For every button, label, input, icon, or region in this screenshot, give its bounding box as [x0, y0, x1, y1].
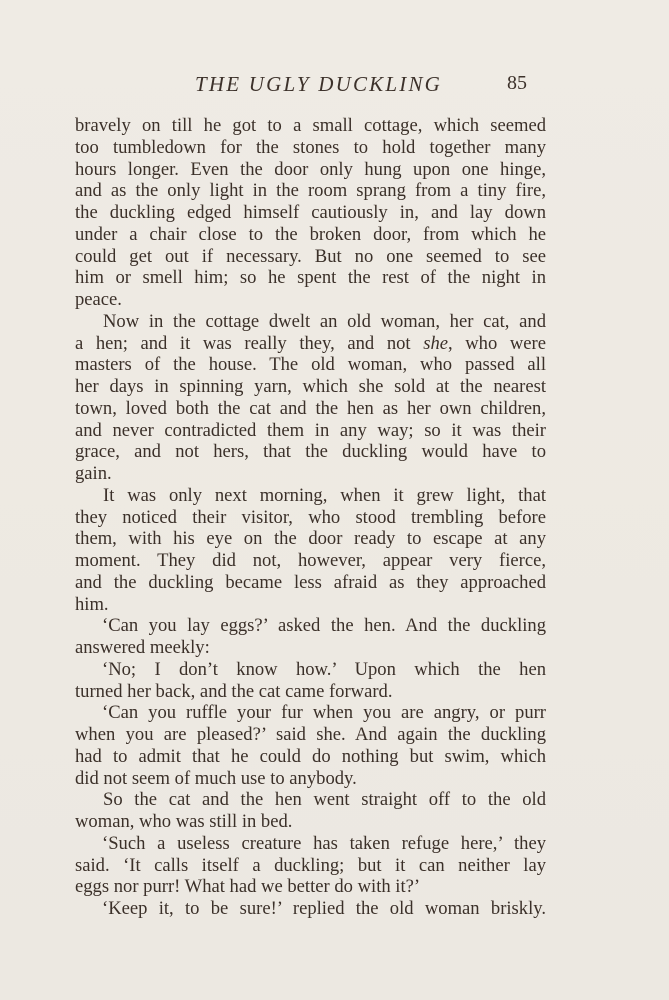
text-line: hours longer. Even the door only hung upon one hinge,: [75, 158, 546, 180]
text-line: Now in the cottage dwelt an old woman, her cat, and: [103, 310, 546, 332]
text-line: ‘Such a useless creature has taken refuge here,’ they: [102, 832, 546, 854]
text-line: moment. They did not, however, appear very fierce,: [75, 550, 546, 571]
running-title: THE UGLY DUCKLING: [195, 72, 443, 96]
text-line: said. ‘It calls itself a duckling; but it can neither lay: [75, 854, 546, 876]
text-line: her days in spinning yarn, which she sold at the nearest: [75, 376, 546, 397]
text-line: and never contradicted them in any way; so it was their: [75, 419, 546, 441]
text-line: had to admit that he could do nothing but swim, which: [75, 745, 546, 767]
text-line: peace.: [75, 289, 122, 310]
text-line: So the cat and the hen went straight off to the old: [103, 789, 546, 811]
text-line: they noticed their visitor, who stood trembling before: [75, 506, 546, 528]
text-line: eggs nor purr! What had we better do with it?’: [75, 876, 421, 898]
body-text: [75, 115, 546, 920]
text-line: ‘Keep it, to be sure!’ replied the old woman briskly.: [102, 898, 546, 919]
text-line: It was only next morning, when it grew light, that: [103, 484, 546, 506]
text-line: him or smell him; so he spent the rest of the night in: [75, 267, 546, 289]
text-line: ‘Can you ruffle your fur when you are angry, or purr: [102, 702, 546, 724]
text-line: grace, and not hers, that the duckling would have to: [75, 441, 546, 463]
text-line: masters of the house. The old woman, who passed all: [75, 354, 546, 376]
text-line: and the duckling became less afraid as they approached: [75, 571, 546, 593]
text-line: under a chair close to the broken door, from which he: [75, 223, 546, 245]
text-line: did not seem of much use to anybody.: [75, 767, 357, 789]
text-line: could get out if necessary. But no one seemed to see: [75, 245, 546, 267]
text-line: him.: [75, 593, 109, 615]
text-line: ‘Can you lay eggs?’ asked the hen. And the duckling: [102, 615, 546, 637]
emphasis-word: she: [423, 332, 448, 354]
text-line: when you are pleased?’ said she. And again the duckling: [75, 724, 546, 745]
text-segment: , who were: [448, 332, 547, 354]
text-line: town, loved both the cat and the hen as her own children,: [75, 397, 546, 419]
text-line: the duckling edged himself cautiously in, and lay down: [75, 202, 546, 223]
text-line: ‘No; I don’t know how.’ Upon which the hen: [102, 658, 546, 680]
page-number: 85: [507, 72, 527, 94]
running-head: [0, 72, 669, 102]
text-line: gain.: [75, 463, 112, 484]
text-line: them, with his eye on the door ready to escape at any: [75, 528, 546, 550]
text-line: answered meekly:: [75, 637, 210, 658]
text-line-with-emphasis: [75, 333, 546, 355]
text-line: bravely on till he got to a small cottage, which seemed: [75, 115, 546, 136]
text-line: and as the only light in the room sprang from a tiny fire,: [75, 180, 546, 202]
text-segment: a hen; and it was really they, and not: [75, 332, 411, 354]
text-line: too tumbledown for the stones to hold together many: [75, 136, 546, 158]
text-line: turned her back, and the cat came forward.: [75, 680, 393, 702]
text-line: woman, who was still in bed.: [75, 811, 293, 832]
